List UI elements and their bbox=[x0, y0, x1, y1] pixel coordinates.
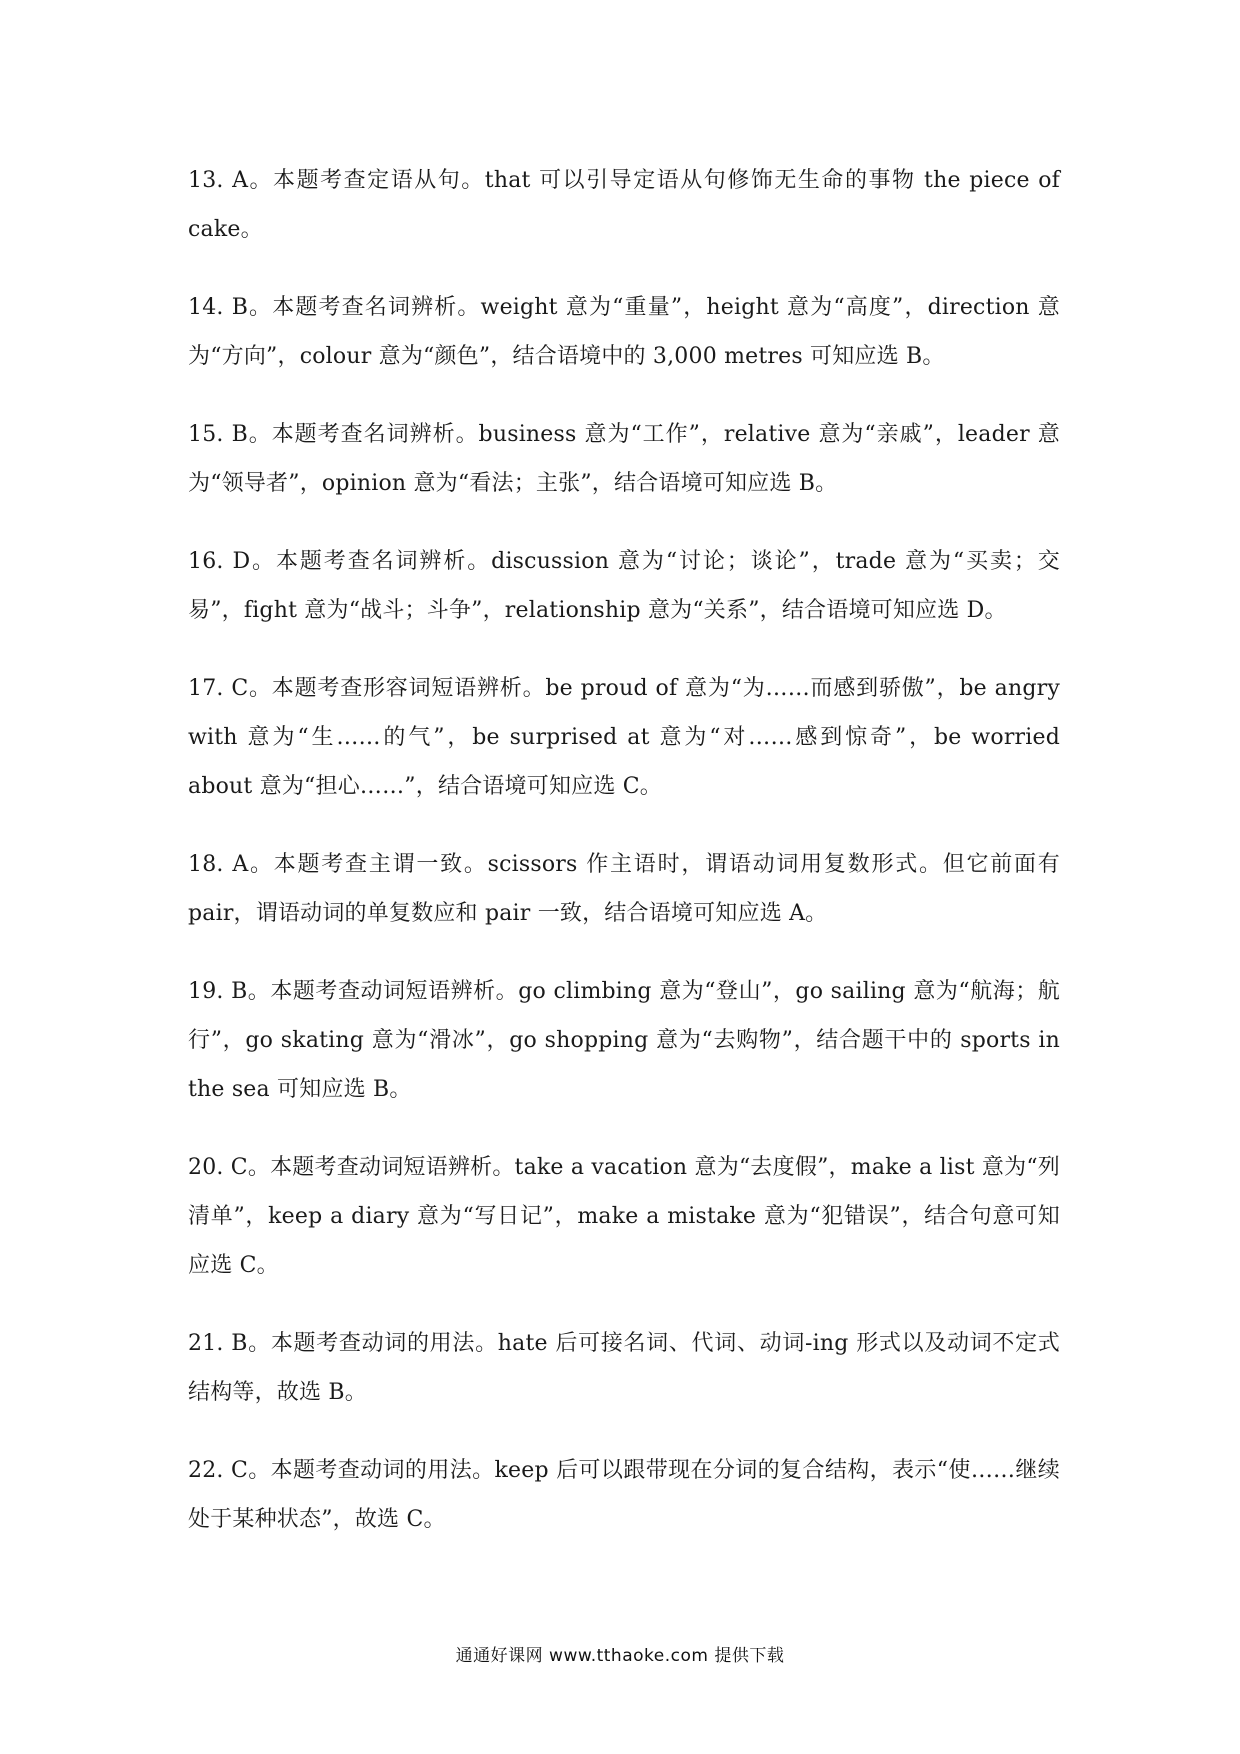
answer-item-16: 16. D。本题考查名词辨析。discussion 意为“讨论；谈论”，trade 意为“买卖；交易”，fight 意为“战斗；斗争”，relationship 意为“关系”，结合语境可知应选 D。 bbox=[188, 549, 1060, 623]
answer-item-14: 14. B。本题考查名词辨析。weight 意为“重量”，height 意为“高度”，direction 意为“方向”，colour 意为“颜色”，结合语境中的 3,000 metres 可知应选 B。 bbox=[188, 295, 1060, 369]
answer-item-17: 17. C。本题考查形容词短语辨析。be proud of 意为“为……而感到骄傲”，be angry with 意为“生……的气”，be surprised at 意为“对……感到惊奇”，be worried about 意为“担心……”，结合语境可知应选 C。 bbox=[188, 676, 1060, 799]
answer-item-21: 21. B。本题考查动词的用法。hate 后可接名词、代词、动词-ing 形式以及动词不定式结构等，故选 B。 bbox=[188, 1331, 1060, 1405]
answer-item-19: 19. B。本题考查动词短语辨析。go climbing 意为“登山”，go sailing 意为“航海；航行”，go skating 意为“滑冰”，go shopping 意为“去购物”，结合题干中的 sports in the sea 可知应选 B。 bbox=[188, 979, 1060, 1102]
answer-item-18: 18. A。本题考查主谓一致。scissors 作主语时，谓语动词用复数形式。但它前面有 pair，谓语动词的单复数应和 pair 一致，结合语境可知应选 A。 bbox=[188, 852, 1060, 926]
answer-item-20: 20. C。本题考查动词短语辨析。take a vacation 意为“去度假”，make a list 意为“列清单”，keep a diary 意为“写日记”，make a mistake 意为“犯错误”，结合句意可知应选 C。 bbox=[188, 1155, 1060, 1278]
answer-item-15: 15. B。本题考查名词辨析。business 意为“工作”，relative 意为“亲戚”，leader 意为“领导者”，opinion 意为“看法；主张”，结合语境可知应选 B。 bbox=[188, 422, 1060, 496]
answer-item-13: 13. A。本题考查定语从句。that 可以引导定语从句修饰无生命的事物 the piece of cake。 bbox=[188, 168, 1060, 242]
page-footer: 通通好课网 www.tthaoke.com 提供下载 bbox=[455, 1646, 785, 1666]
answer-item-22: 22. C。本题考查动词的用法。keep 后可以跟带现在分词的复合结构，表示“使……继续处于某种状态”，故选 C。 bbox=[188, 1458, 1060, 1532]
answer-explanations bbox=[188, 156, 1060, 1573]
